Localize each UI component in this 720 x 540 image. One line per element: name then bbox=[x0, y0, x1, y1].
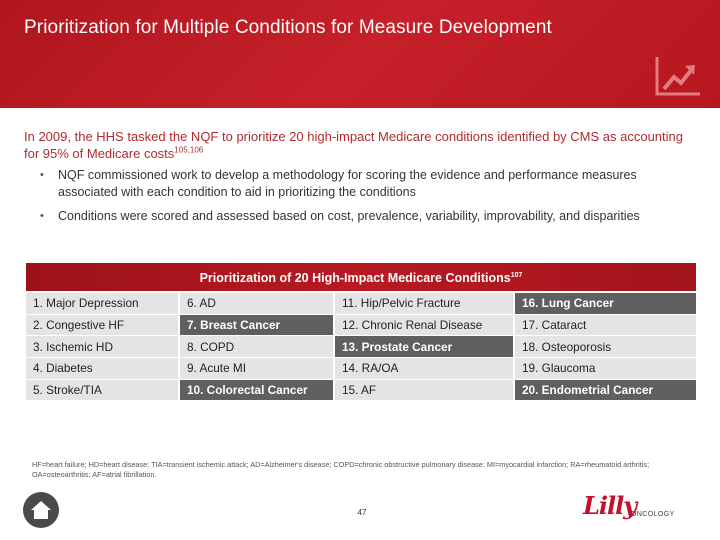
intro-refs: 105,106 bbox=[174, 145, 204, 155]
bullet-item: • NQF commissioned work to develop a methodology for scoring the evidence and performance measures associated with each condition to aid in prioritizing the conditions bbox=[40, 167, 680, 201]
table-title-text: Prioritization of 20 High-Impact Medicare Conditions bbox=[199, 271, 511, 285]
table-title-ref: 107 bbox=[510, 271, 523, 279]
table-row bbox=[26, 358, 696, 380]
table-cell: 8. COPD bbox=[180, 336, 335, 358]
intro-paragraph bbox=[24, 128, 684, 162]
home-icon bbox=[30, 499, 52, 521]
page-title: Prioritization for Multiple Conditions for Measure Development bbox=[24, 17, 552, 38]
table-row bbox=[26, 315, 696, 337]
page-number: 47 bbox=[357, 508, 367, 517]
table-cell: 18. Osteoporosis bbox=[515, 336, 696, 358]
table-title bbox=[26, 263, 696, 291]
table-cell: 3. Ischemic HD bbox=[26, 336, 180, 358]
table-row bbox=[26, 293, 696, 315]
table-cell: 10. Colorectal Cancer bbox=[180, 380, 335, 402]
table-cell: 6. AD bbox=[180, 293, 335, 315]
header-banner bbox=[0, 0, 720, 108]
bullet-list bbox=[40, 167, 680, 232]
trend-chart-icon bbox=[654, 55, 702, 97]
table-cell: 11. Hip/Pelvic Fracture bbox=[335, 293, 515, 315]
home-button[interactable] bbox=[23, 492, 59, 528]
table-cell: 1. Major Depression bbox=[26, 293, 180, 315]
table-cell: 20. Endometrial Cancer bbox=[515, 380, 696, 402]
table-cell: 19. Glaucoma bbox=[515, 358, 696, 380]
logo-subtitle: ONCOLOGY bbox=[631, 511, 675, 518]
table-cell: 16. Lung Cancer bbox=[515, 293, 696, 315]
table-cell: 5. Stroke/TIA bbox=[26, 380, 180, 402]
table-cell: 17. Cataract bbox=[515, 315, 696, 337]
conditions-table bbox=[26, 263, 696, 401]
table-cell: 7. Breast Cancer bbox=[180, 315, 335, 337]
intro-text: In 2009, the HHS tasked the NQF to prioritize 20 high-impact Medicare conditions identified by CMS as accounting for 95% of Medicare costs bbox=[24, 129, 684, 161]
bullet-item: • Conditions were scored and assessed based on cost, prevalence, variability, improvability, and disparities bbox=[40, 208, 680, 225]
logo-wordmark: Lilly bbox=[583, 491, 637, 520]
table-cell: 4. Diabetes bbox=[26, 358, 180, 380]
table-cell: 12. Chronic Renal Disease bbox=[335, 315, 515, 337]
table-row bbox=[26, 336, 696, 358]
table-cell: 15. AF bbox=[335, 380, 515, 402]
table-cell: 2. Congestive HF bbox=[26, 315, 180, 337]
table-row bbox=[26, 380, 696, 402]
table-cell: 14. RA/OA bbox=[335, 358, 515, 380]
table-cell: 9. Acute MI bbox=[180, 358, 335, 380]
footnote: HF=heart failure; HD=heart disease; TIA=transient ischemic attack; AD=Alzheimer's disease; COPD=chronic obstructive pulmonary disease; MI=myocardial infarction; RA=rheumatoid arthritis; OA=osteoarthritis; AF=atrial fibrillation. bbox=[32, 460, 650, 479]
table-body bbox=[26, 293, 696, 401]
company-logo bbox=[583, 491, 683, 525]
table-cell: 13. Prostate Cancer bbox=[335, 336, 515, 358]
